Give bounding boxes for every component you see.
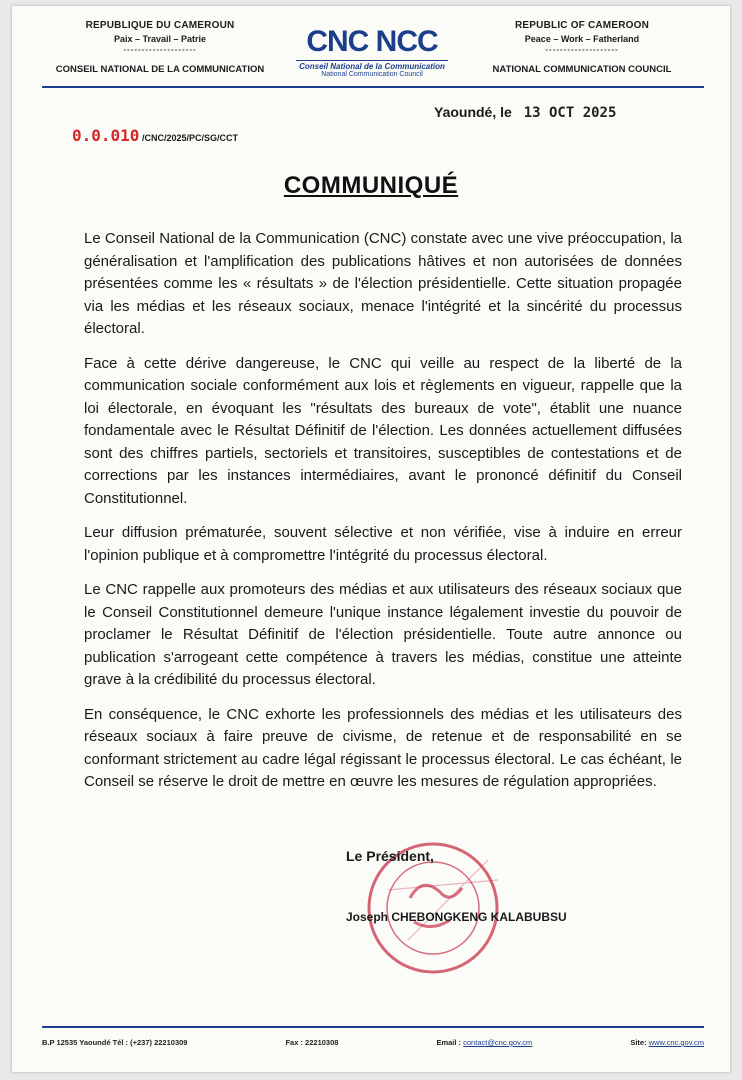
- paragraph: Le Conseil National de la Communication (CNC) constate avec une vive préoccupation, la généralisation et l'amplification des publications hâtives et non autorisées de données présentées comme les « résultats » de l'élection présidentielle. Cette situation propagée via les médias et les réseaux sociaux, menace l'intégrité et la sincérité du processus électoral.: [84, 230, 682, 337]
- header-divider-fr: --------------------: [123, 45, 197, 54]
- footer-email-link[interactable]: contact@cnc.gov.cm: [463, 1038, 533, 1047]
- paragraph: Leur diffusion prématurée, souvent sélective et non vérifiée, vise à induire en erreur l'opinion publique et à compromettre l'intégrité du processus électoral.: [84, 524, 682, 564]
- header-country-fr: REPUBLIQUE DU CAMEROUN: [85, 20, 235, 31]
- signatory-name: Joseph CHEBONGKENG KALABUBSU: [346, 910, 567, 924]
- reference-number: 0.0.010: [72, 126, 140, 145]
- footer-site-link[interactable]: www.cnc.gov.cm: [648, 1038, 704, 1047]
- signatory-title: Le Président,: [346, 848, 434, 864]
- footer: [42, 1038, 704, 1047]
- paragraph: Face à cette dérive dangereuse, le CNC qui veille au respect de la liberté de la communication sociale conformément aux lois et règlements en vigueur, rappelle que la loi électorale, en évoquant les "résultats des bureaux de vote", établit une nuance fondamentale avec le Résultat Définitif de l'élection. Les données actuellement diffusées sont des chiffres partiels, sectoriels et transitoires, susceptibles de contestations et de corrections par les instances intermédiaires, avant le prononcé définitif du Conseil Constitutionnel.: [84, 354, 682, 507]
- header-motto-fr: Paix – Travail – Patrie: [113, 34, 207, 44]
- header-rule: [42, 86, 704, 88]
- paragraph: Le CNC rappelle aux promoteurs des médias et aux utilisateurs des réseaux sociaux que le Conseil Constitutionnel demeure l'unique instance légalement investie du pouvoir de proclamer le Résultat Définitif de l'élection présidentielle. Toute autre annonce ou publication s'arrogeant cette compétence à travers les médias, constitue une atteinte grave à la crédibilité du processus électoral.: [84, 581, 682, 688]
- header-motto-en: Peace – Work – Fatherland: [524, 34, 640, 44]
- date-stamp: 13 OCT 2025: [523, 105, 617, 121]
- reference-suffix: /CNC/2025/PC/SG/CCT: [141, 133, 238, 143]
- footer-email-label: Email :: [436, 1038, 462, 1047]
- header-council-en: NATIONAL COMMUNICATION COUNCIL: [492, 64, 672, 75]
- footer-fax: Fax : 22210308: [285, 1038, 339, 1047]
- header-country-en: REPUBLIC OF CAMEROON: [515, 20, 649, 31]
- footer-rule: [42, 1026, 704, 1028]
- communique-body: [84, 228, 682, 806]
- footer-site-label: Site:: [630, 1038, 647, 1047]
- document-title: COMMUNIQUÉ: [283, 172, 459, 199]
- place-date: [434, 104, 616, 121]
- logo-mark: CNC NCC: [306, 25, 438, 58]
- cnc-logo: [282, 24, 462, 78]
- header-divider-en: --------------------: [545, 45, 619, 54]
- footer-phone: Tél : (+237) 22210309: [112, 1038, 188, 1047]
- reference-line: [72, 126, 238, 145]
- paragraph: En conséquence, le CNC exhorte les professionnels des médias et les utilisateurs des réseaux sociaux à faire preuve de civisme, de retenue et de responsabilité en se conformant strictement au cadre légal régissant le processus électoral. Le cas échéant, le Conseil se réserve le droit de mettre en œuvre les mesures de régulation appropriées.: [84, 705, 682, 790]
- place-label: Yaoundé, le: [434, 104, 512, 120]
- header-left-block: [40, 20, 280, 75]
- header-right-block: [472, 20, 692, 75]
- header-council-fr: CONSEIL NATIONAL DE LA COMMUNICATION: [55, 64, 265, 75]
- document-page: [12, 6, 730, 1072]
- logo-subtitle-fr: Conseil National de la Communication: [296, 60, 448, 71]
- logo-subtitle-en: National Communication Council: [321, 71, 423, 78]
- footer-address: B.P 12535 Yaoundé: [42, 1038, 111, 1047]
